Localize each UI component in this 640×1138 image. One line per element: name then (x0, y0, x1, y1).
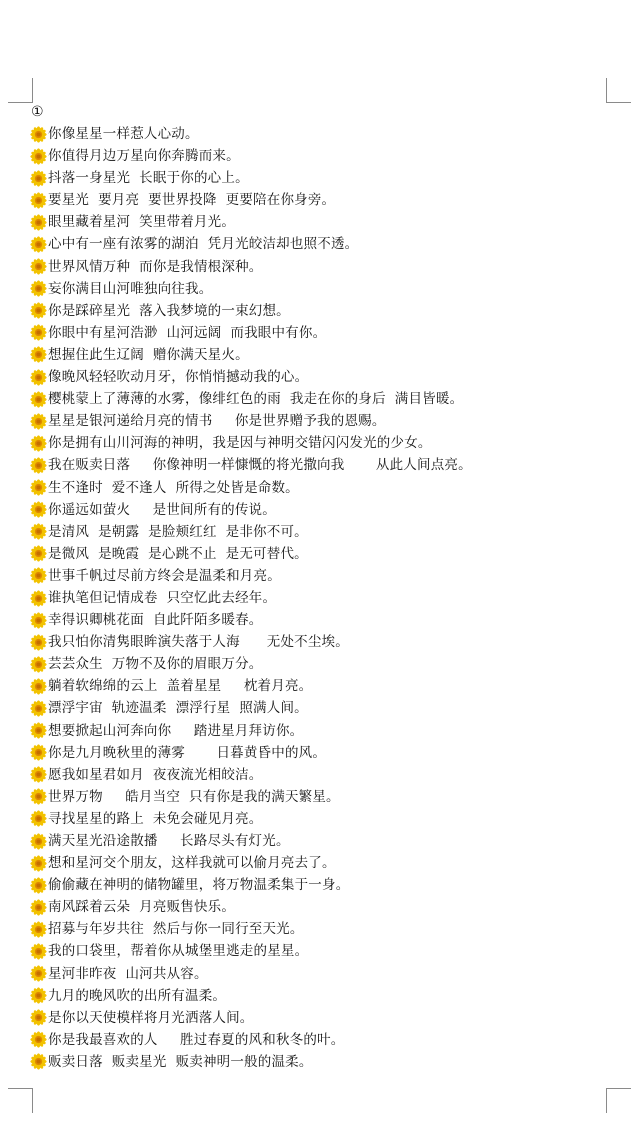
quote-line (30, 1029, 620, 1051)
quote-text: 你眼中有星河浩渺 山河远阔 而我眼中有你。 (48, 324, 327, 341)
quote-text: 贩卖日落 贩卖星光 贩卖神明一般的温柔。 (48, 1053, 313, 1070)
quote-text: 你是拥有山川河海的神明，我是因与神明交错闪闪发光的少女。 (48, 435, 432, 452)
quote-text: 满天星光沿途散播 长路尽头有灯光。 (48, 833, 290, 849)
quote-line (30, 852, 620, 874)
quote-text: 你像星星一样惹人心动。 (48, 126, 199, 142)
crop-mark-top-left (8, 78, 33, 103)
quote-line (30, 830, 620, 852)
sunflower-icon (30, 590, 47, 607)
quote-line (30, 918, 620, 940)
quote-text: 谁执笔但记情成卷 只空忆此去经年。 (48, 589, 277, 606)
sunflower-icon (30, 788, 47, 805)
quote-text: 你是我最喜欢的人 胜过春夏的风和秋冬的叶。 (48, 1031, 345, 1048)
quote-line (30, 344, 620, 366)
sunflower-icon (30, 899, 47, 916)
quote-text: 愿我如星君如月 夜夜流光相皎洁。 (48, 766, 263, 783)
quote-text: 想握住此生辽阔 赠你满天星火。 (48, 346, 249, 363)
quote-line (30, 521, 620, 543)
section-marker: ① (31, 104, 44, 120)
quote-text: 抖落一身星光 长眠于你的心上。 (48, 170, 249, 187)
quote-line (30, 808, 620, 830)
quote-text: 想要掀起山河奔向你 踏进星月拜访你。 (48, 722, 304, 739)
quote-text: 南风踩着云朵 月亮贩售快乐。 (48, 899, 236, 916)
quote-line (30, 233, 620, 255)
quote-text: 眼里藏着星河 笑里带着月光。 (48, 214, 236, 231)
sunflower-icon (30, 1031, 47, 1048)
quote-text: 是你以天使模样将月光洒落人间。 (48, 1009, 254, 1026)
crop-mark-top-right (606, 78, 631, 103)
quote-line (30, 211, 620, 233)
quote-line (30, 764, 620, 786)
quote-line (30, 499, 620, 521)
sunflower-icon (30, 855, 47, 872)
sunflower-icon (30, 501, 47, 518)
sunflower-icon (30, 1053, 47, 1070)
quote-line (30, 896, 620, 918)
quote-text: 我的口袋里，帮着你从城堡里逃走的星星。 (48, 943, 309, 960)
quote-line (30, 278, 620, 300)
quote-text: 招募与年岁共往 然后与你一同行至天光。 (48, 921, 304, 938)
quote-text: 心中有一座有浓雾的湖泊 凭月光皎洁却也照不透。 (48, 236, 359, 253)
quote-line (30, 145, 620, 167)
sunflower-icon (30, 833, 47, 850)
quote-line (30, 720, 620, 742)
sunflower-icon (30, 744, 47, 761)
quote-line (30, 454, 620, 476)
sunflower-icon (30, 700, 47, 717)
sunflower-icon (30, 302, 47, 319)
sunflower-icon (30, 523, 47, 540)
quote-text: 你是踩碎星光 落入我梦境的一束幻想。 (48, 302, 290, 319)
quote-line (30, 543, 620, 565)
quote-line (30, 256, 620, 278)
quote-line (30, 1051, 620, 1073)
quote-text: 星河非昨夜 山河共从容。 (48, 965, 208, 982)
sunflower-icon (30, 877, 47, 894)
quote-text: 芸芸众生 万物不及你的眉眼万分。 (48, 656, 263, 673)
quote-text: 世界风情万种 而你是我情根深种。 (48, 258, 263, 275)
quote-text: 想和星河交个朋友，这样我就可以偷月亮去了。 (48, 855, 336, 872)
sunflower-icon (30, 943, 47, 960)
quote-text: 像晚风轻轻吹动月牙，你悄悄撼动我的心。 (48, 369, 309, 386)
quote-text: 你是九月晚秋里的薄雾 日暮黄昏中的风。 (48, 744, 327, 761)
document-page (30, 101, 620, 1073)
quote-text: 你值得月边万星向你奔腾而来。 (48, 148, 240, 165)
sunflower-icon (30, 324, 47, 341)
quote-line (30, 609, 620, 631)
quote-text: 生不逢时 爱不逢人 所得之处皆是命数。 (48, 479, 299, 496)
sunflower-icon (30, 656, 47, 673)
sunflower-icon (30, 1009, 47, 1026)
quote-line (30, 167, 620, 189)
quote-line (30, 675, 620, 697)
quote-line (30, 366, 620, 388)
sunflower-icon (30, 634, 47, 651)
quote-text: 是清风 是朝露 是脸颊红红 是非你不可。 (48, 523, 308, 540)
quote-text: 樱桃蒙上了薄薄的水雾，像绯红色的雨 我走在你的身后 满目皆暖。 (48, 391, 464, 408)
quote-text: 星星是银河递给月亮的情书 你是世界赠予我的恩赐。 (48, 413, 386, 430)
quote-line (30, 477, 620, 499)
quote-text: 要星光 要月亮 要世界投降 更要陪在你身旁。 (48, 192, 336, 209)
quote-text: 偷偷藏在神明的储物罐里，将万物温柔集于一身。 (48, 877, 350, 894)
quote-text: 躺着软绵绵的云上 盖着星星 枕着月亮。 (48, 678, 313, 695)
sunflower-icon (30, 435, 47, 452)
sunflower-icon (30, 567, 47, 584)
quote-line (30, 631, 620, 653)
sunflower-icon (30, 678, 47, 695)
sunflower-icon (30, 126, 47, 143)
quote-text: 寻找星星的路上 未免会碰见月亮。 (48, 810, 263, 827)
sunflower-icon (30, 965, 47, 982)
sunflower-icon (30, 192, 47, 209)
quote-line (30, 388, 620, 410)
quote-line (30, 300, 620, 322)
quote-line (30, 786, 620, 808)
sunflower-icon (30, 280, 47, 297)
sunflower-icon (30, 236, 47, 253)
quote-text: 世界万物 皓月当空 只有你是我的满天繁星。 (48, 788, 340, 805)
sunflower-icon (30, 810, 47, 827)
sunflower-icon (30, 258, 47, 275)
quote-line (30, 963, 620, 985)
crop-mark-bottom-left (8, 1088, 33, 1113)
sunflower-icon (30, 369, 47, 386)
sunflower-icon (30, 391, 47, 408)
quote-text: 妄你满目山河唯独向往我。 (48, 280, 213, 297)
quote-line (30, 565, 620, 587)
sunflower-icon (30, 479, 47, 496)
quote-line (30, 697, 620, 719)
quote-line (30, 742, 620, 764)
quote-line (30, 432, 620, 454)
quote-line (30, 123, 620, 145)
quote-line (30, 1007, 620, 1029)
quote-line (30, 653, 620, 675)
sunflower-icon (30, 545, 47, 562)
sunflower-icon (30, 722, 47, 739)
quote-line (30, 940, 620, 962)
quote-line (30, 410, 620, 432)
quote-text: 漂浮宇宙 轨迹温柔 漂浮行星 照满人间。 (48, 700, 308, 717)
quote-text: 我只怕你清隽眼眸演失落于人海 无处不尘埃。 (48, 634, 349, 651)
sunflower-icon (30, 170, 47, 187)
quote-line (30, 874, 620, 896)
quote-line (30, 587, 620, 609)
sunflower-icon (30, 148, 47, 165)
quote-text: 九月的晚风吹的出所有温柔。 (48, 987, 227, 1004)
quote-text: 幸得识卿桃花面 自此阡陌多暖春。 (48, 612, 263, 629)
quote-text: 世事千帆过尽前方终会是温柔和月亮。 (48, 567, 281, 584)
quote-line (30, 189, 620, 211)
sunflower-icon (30, 766, 47, 783)
sunflower-icon (30, 987, 47, 1004)
quote-line (30, 322, 620, 344)
crop-mark-bottom-right (606, 1088, 631, 1113)
sunflower-icon (30, 921, 47, 938)
sunflower-icon (30, 612, 47, 629)
quote-list (30, 123, 620, 1073)
quote-text: 是微风 是晚霞 是心跳不止 是无可替代。 (48, 545, 308, 562)
quote-text: 你遥远如萤火 是世间所有的传说。 (48, 501, 276, 518)
sunflower-icon (30, 457, 47, 474)
quote-line (30, 985, 620, 1007)
quote-text: 我在贩卖日落 你像神明一样慷慨的将光撒向我 从此人间点亮。 (48, 457, 472, 474)
sunflower-icon (30, 413, 47, 430)
sunflower-icon (30, 346, 47, 363)
sunflower-icon (30, 214, 47, 231)
